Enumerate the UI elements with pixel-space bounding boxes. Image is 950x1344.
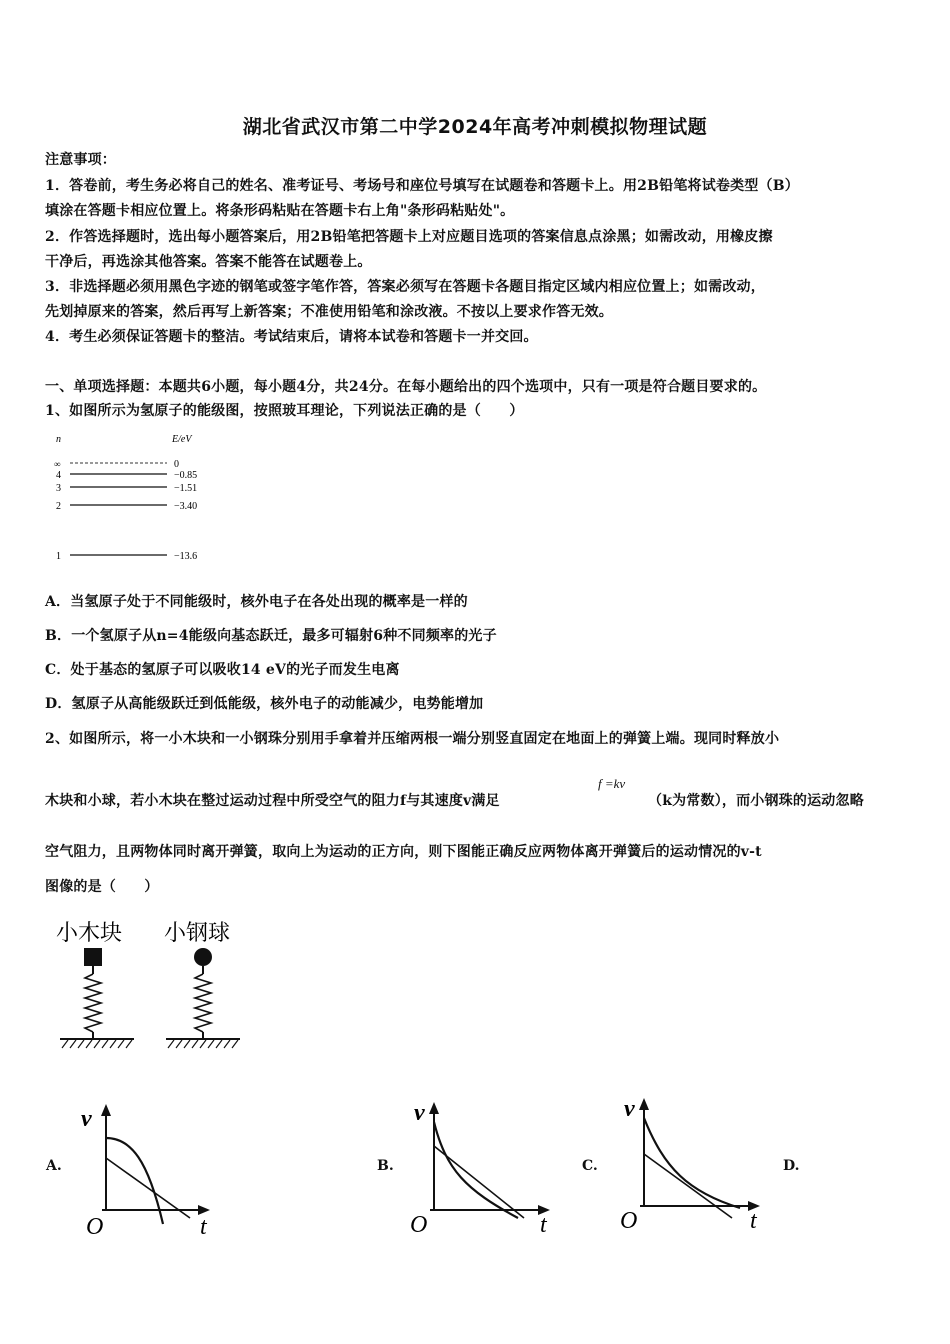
q2-formula: f =kv (598, 776, 626, 791)
q1-option-d: D．氢原子从高能级跃迁到低能级，核外电子的动能减少，电势能增加 (45, 696, 484, 712)
q2-line-3: 空气阻力，且两物体同时离开弹簧，取向上为运动的正方向，则下图能正确反应两物体离开弹簧后的运动情况的v-t (45, 844, 762, 860)
svg-text:O: O (86, 1214, 104, 1240)
vt-graph-c (616, 1096, 766, 1236)
section-heading: 一、单项选择题：本题共6小题，每小题4分，共24分。在每小题给出的四个选项中，只有一项是符合题目要求的。 (45, 379, 767, 395)
notice-line: 2．作答选择题时，选出每小题答案后，用2B铅笔把答题卡上对应题目选项的答案信息点涂黑；如需改动，用橡皮擦 (45, 229, 773, 245)
level-energy: 0 (174, 459, 179, 470)
energy-axis-label: E/eV (172, 434, 192, 445)
svg-text:t: t (540, 1212, 547, 1238)
spring-right (195, 974, 211, 1032)
level-n: 3 (56, 483, 61, 494)
level-n: ∞ (54, 459, 61, 469)
q1-option-b: B．一个氢原子从n=4能级向基态跃迁，最多可辐射6种不同频率的光子 (45, 628, 497, 644)
level-energy: −13.6 (174, 551, 198, 562)
steel-ball (194, 948, 212, 966)
notice-line: 3．非选择题必须用黑色字迹的钢笔或签字笔作答，答案必须写在答题卡各题目指定区域内相应位置上；如需改动， (45, 279, 765, 295)
svg-text:v: v (81, 1106, 92, 1132)
level-n: 2 (56, 501, 61, 512)
q2-line-1: 2、如图所示，将一小木块和一小钢珠分别用手拿着并压缩两根一端分别竖直固定在地面上的弹簧上端。现同时释放小 (45, 731, 780, 747)
svg-text:t: t (750, 1208, 757, 1234)
notice-line: 先划掉原来的答案，然后再写上新答案；不准使用铅笔和涂改液。不按以上要求作答无效。 (45, 304, 613, 320)
svg-text:O: O (620, 1208, 638, 1234)
svg-text:v: v (414, 1100, 425, 1126)
spring-left (85, 974, 101, 1032)
notice-heading: 注意事项： (45, 152, 116, 168)
page-title: 湖北省武汉市第二中学2024年高考冲刺模拟物理试题 (242, 116, 708, 138)
level-energy: −0.85 (174, 470, 198, 481)
q1-option-c: C．处于基态的氢原子可以吸收14 eV的光子而发生电离 (45, 662, 400, 678)
q1-option-a: A．当氢原子处于不同能级时，核外电子在各处出现的概率是一样的 (45, 594, 468, 610)
svg-text:v: v (624, 1096, 635, 1122)
vt-graph-a (76, 1100, 226, 1240)
q2-line-2b: （k为常数），而小钢珠的运动忽略 (648, 793, 864, 809)
level-n: 4 (56, 470, 61, 481)
q2-option-a-label: A. (46, 1158, 62, 1174)
n-axis-label: n (56, 434, 61, 445)
level-n: 1 (56, 551, 61, 562)
notice-line: 填涂在答题卡相应位置上。将条形码粘贴在答题卡右上角"条形码粘贴处"。 (45, 203, 515, 219)
svg-text:t: t (200, 1214, 207, 1240)
q2-line-2a: 木块和小球，若小木块在整过运动过程中所受空气的阻力f与其速度v满足 (45, 793, 500, 809)
q2-line-4: 图像的是（ ） (45, 879, 159, 895)
vt-graph-b (406, 1100, 556, 1240)
q2-option-d-label: D. (783, 1158, 800, 1174)
notice-line: 4．考生必须保证答题卡的整洁。考试结束后，请将本试卷和答题卡一并交回。 (45, 329, 538, 345)
q2-option-b-label: B. (377, 1158, 394, 1174)
notice-line: 干净后，再选涂其他答案。答案不能答在试题卷上。 (45, 254, 372, 270)
wood-block (84, 948, 102, 966)
level-energy: −3.40 (174, 501, 198, 512)
q1-stem: 1、如图所示为氢原子的能级图，按照玻耳理论，下列说法正确的是（ ） (45, 403, 524, 419)
block-label: 小木块 (56, 921, 123, 946)
svg-text:O: O (410, 1212, 428, 1238)
notice-line: 1．答卷前，考生务必将自己的姓名、准考证号、考场号和座位号填写在试题卷和答题卡上。用2B铅笔将试卷类型（B） (45, 178, 799, 194)
level-energy: −1.51 (174, 483, 198, 494)
q2-option-c-label: C. (582, 1158, 598, 1174)
ball-label: 小钢球 (164, 921, 231, 946)
energy-level-diagram (50, 428, 230, 568)
spring-diagram (50, 912, 250, 1062)
